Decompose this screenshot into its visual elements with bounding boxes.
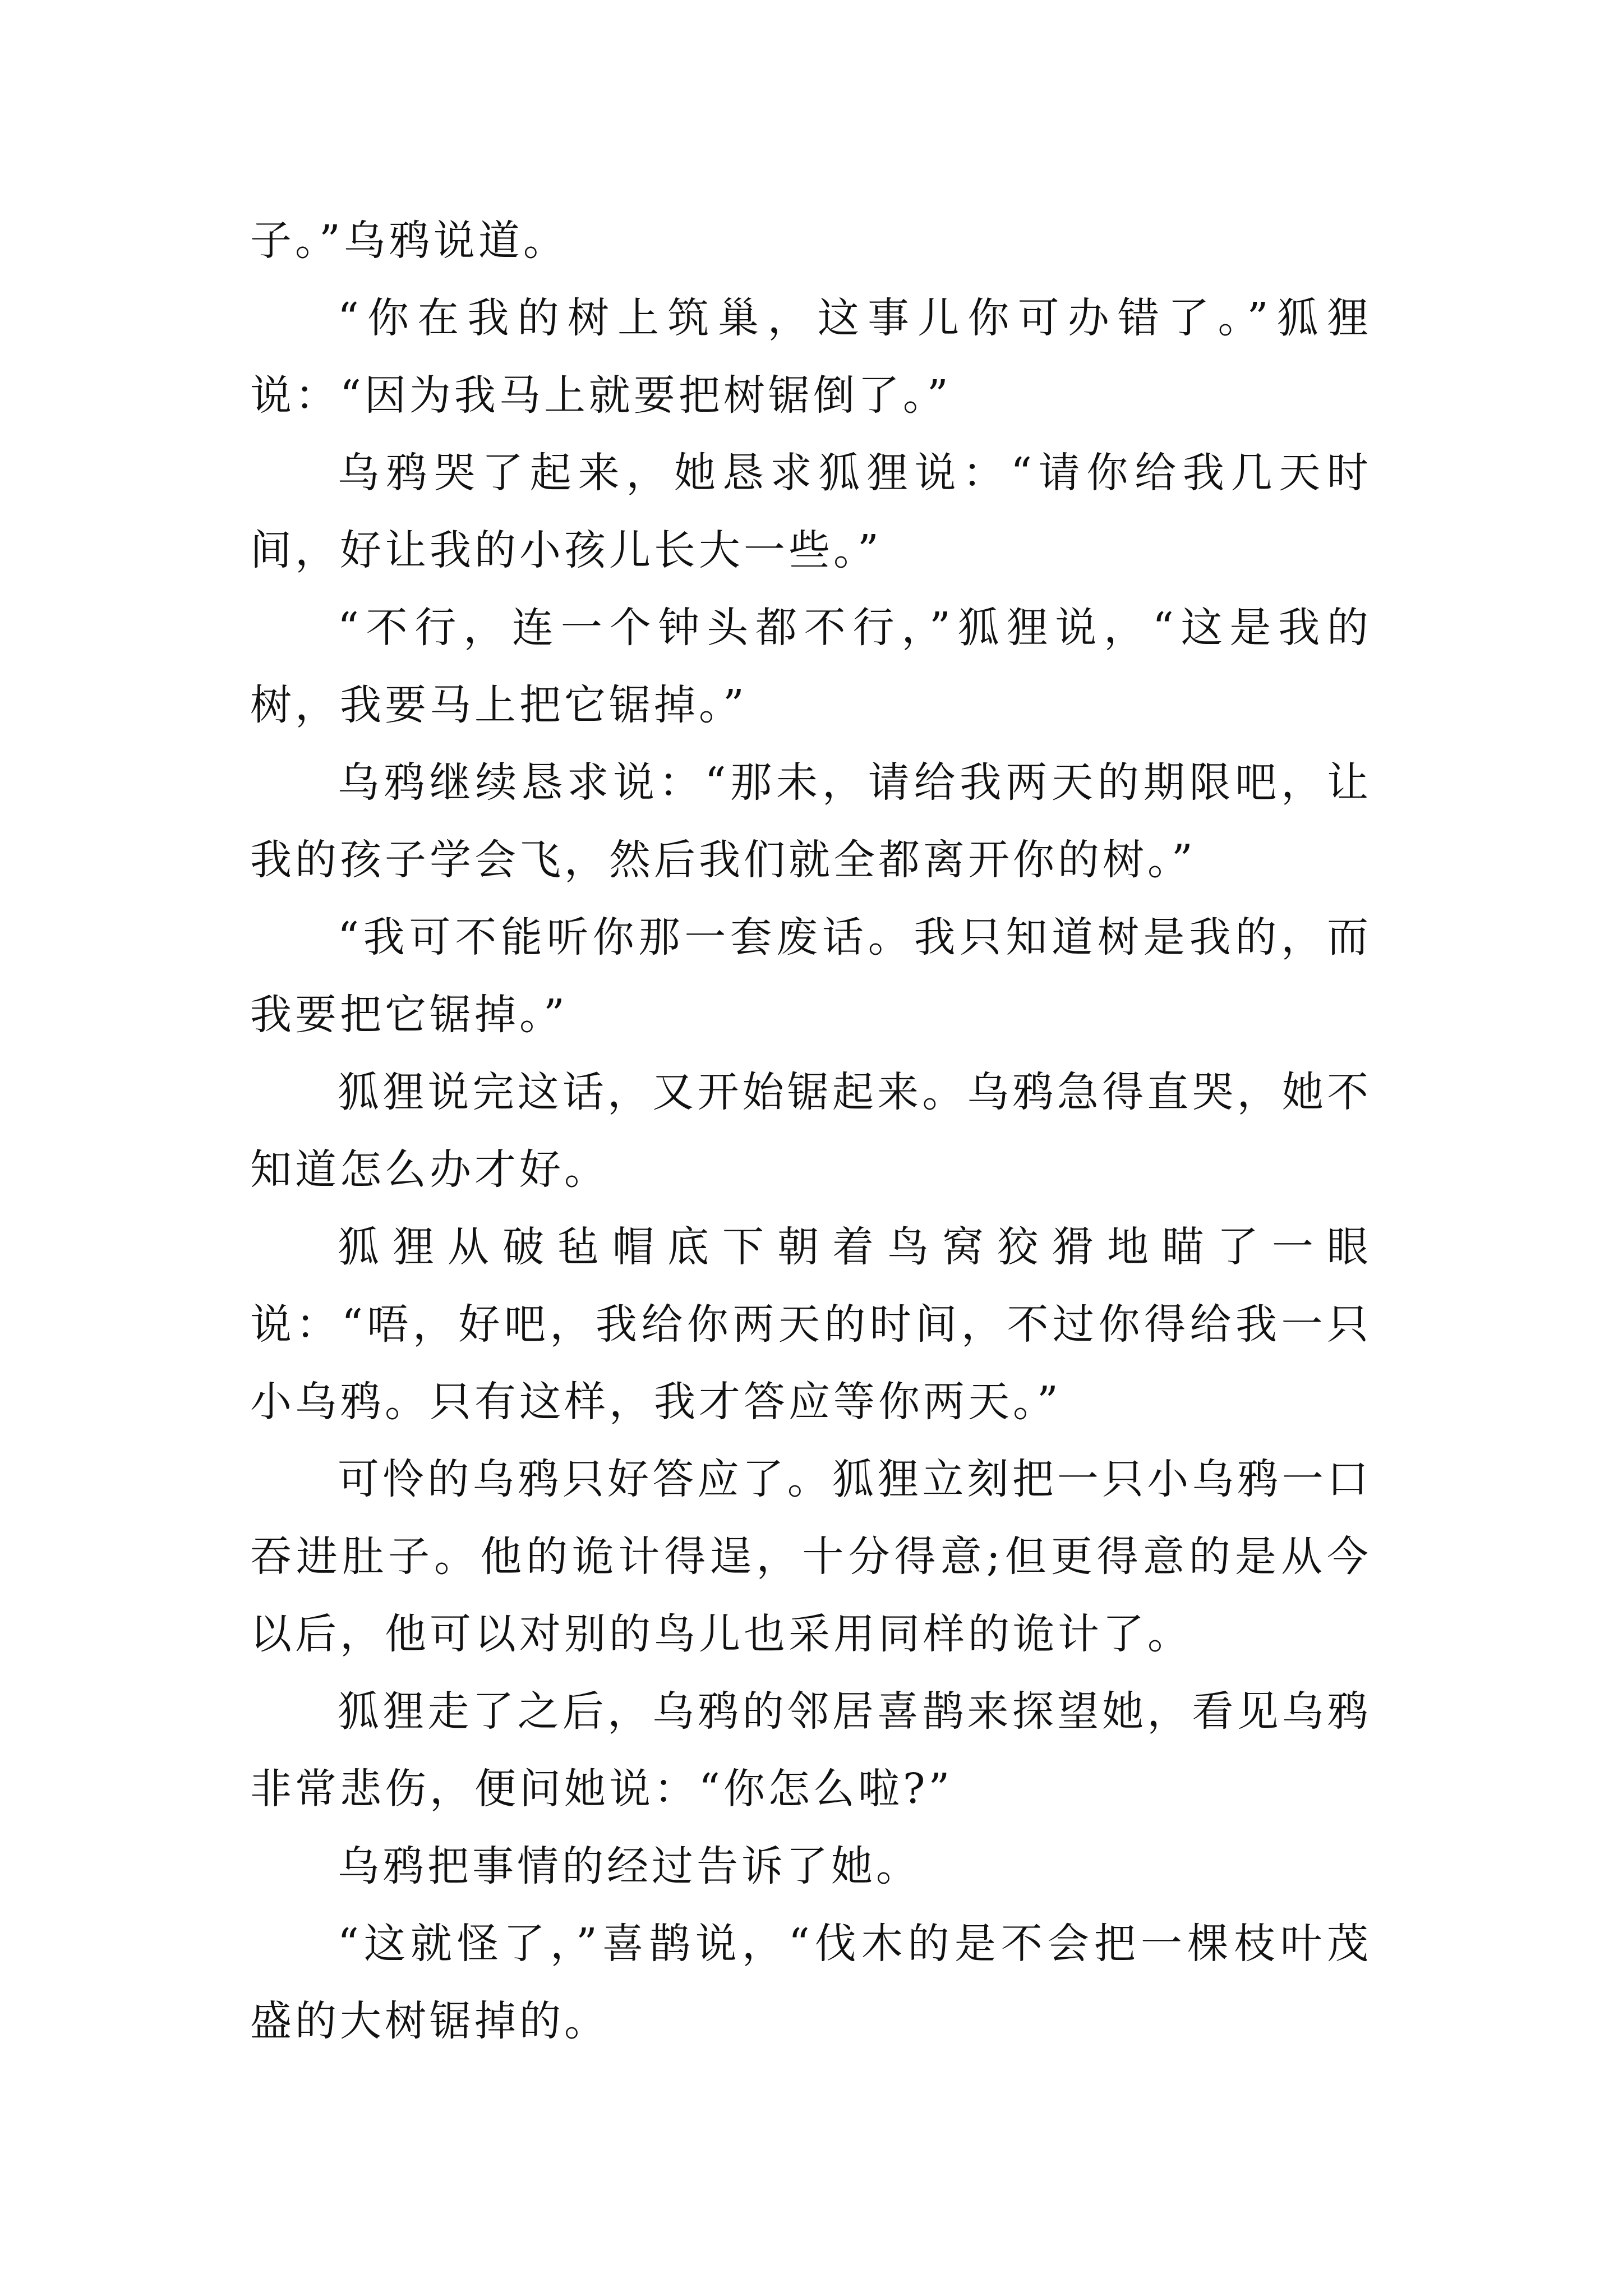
paragraph: 乌鸦继续恳求说：“那未，请给我两天的期限吧，让我的孩子学会飞，然后我们就全都离开你的树。” [250,758,1372,884]
paragraph: 可怜的乌鸦只好答应了。狐狸立刻把一只小乌鸦一口吞进肚子。他的诡计得逞，十分得意;但更得意的是从今以后，他可以对别的鸟儿也采用同样的诡计了。 [250,1455,1372,1658]
paragraph: 狐狸走了之后，乌鸦的邻居喜鹊来探望她，看见乌鸦非常悲伤，便问她说：“你怎么啦?” [250,1687,1372,1813]
paragraph: 狐狸说完这话，又开始锯起来。乌鸦急得直哭，她不知道怎么办才好。 [250,1068,1372,1194]
paragraph: “不行，连一个钟头都不行，”狐狸说，“这是我的树，我要马上把它锯掉。” [250,604,1372,729]
paragraph: 乌鸦哭了起来，她恳求狐狸说：“请你给我几天时间，好让我的小孩儿长大一些。” [250,449,1372,574]
paragraph: “我可不能听你那一套废话。我只知道树是我的，而我要把它锯掉。” [250,913,1372,1039]
document-page [250,202,1372,2060]
paragraph: 狐狸从破毡帽底下朝着鸟窝狡猾地瞄了一眼说：“唔，好吧，我给你两天的时间，不过你得给我一只小乌鸦。只有这样，我才答应等你两天。” [250,1223,1372,1426]
paragraph: 乌鸦把事情的经过告诉了她。 [338,1842,921,1890]
paragraph: “这就怪了，”喜鹊说，“伐木的是不会把一棵枝叶茂盛的大树锯掉的。 [250,1920,1372,2045]
paragraph: 子。”乌鸦说道。 [250,217,568,265]
paragraph: “你在我的树上筑巢，这事儿你可办错了。”狐狸说：“因为我马上就要把树锯倒了。” [250,294,1372,420]
